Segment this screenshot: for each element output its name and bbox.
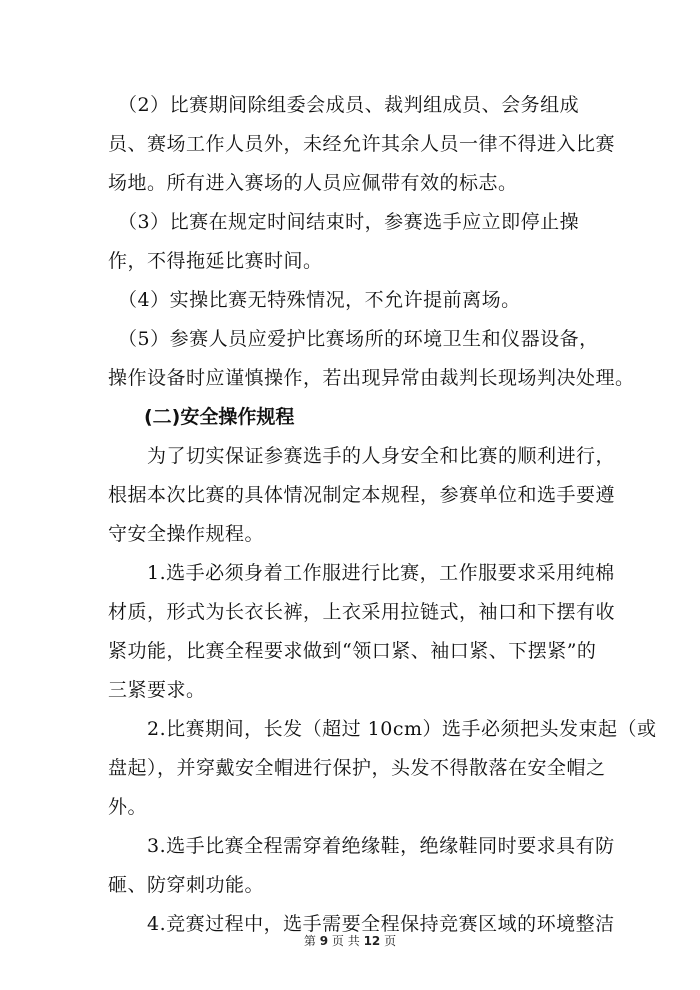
page-body xyxy=(108,86,657,944)
paragraph-rule-2 xyxy=(108,86,616,203)
text-line: 4.竞赛过程中，选手需要全程保持竞赛区域的环境整洁 xyxy=(108,913,615,935)
text-line: （3）比赛在规定时间结束时，参赛选手应立即停止操 xyxy=(108,211,580,233)
text-line: 2.比赛期间，长发（超过 10cm）选手必须把头发束起（或 xyxy=(108,718,657,740)
text-line: 作，不得拖延比赛时间。 xyxy=(108,250,323,272)
total-pages-number: 12 xyxy=(363,934,381,948)
text-line: 为了切实保证参赛选手的人身安全和比赛的顺利进行， xyxy=(108,445,616,467)
text-line: 砸、防穿刺功能。 xyxy=(108,874,265,896)
section-heading: (二)安全操作规程 xyxy=(144,406,295,428)
text-line: 操作设备时应谨慎操作，若出现异常由裁判长现场判决处理。 xyxy=(108,367,635,389)
paragraph-item-1 xyxy=(108,554,616,710)
text-line: （4）实操比赛无特殊情况，不允许提前离场。 xyxy=(108,289,521,311)
text-line: 材质，形式为长衣长裤，上衣采用拉链式，袖口和下摆有收 xyxy=(108,601,616,623)
text-line: （5）参赛人员应爱护比赛场所的环境卫生和仪器设备， xyxy=(108,328,599,350)
footer-prefix: 第 xyxy=(303,934,316,948)
text-line: 三紧要求。 xyxy=(108,679,206,701)
paragraph-rule-5 xyxy=(108,320,635,398)
paragraph-intro xyxy=(108,437,616,554)
text-line: 盘起），并穿戴安全帽进行保护，头发不得散落在安全帽之 xyxy=(108,757,606,779)
footer-middle: 页 共 xyxy=(331,934,360,948)
text-line: 员、赛场工作人员外，未经允许其余人员一律不得进入比赛 xyxy=(108,133,616,155)
text-line: 3.选手比赛全程需穿着绝缘鞋，绝缘鞋同时要求具有防 xyxy=(108,835,615,857)
paragraph-item-3 xyxy=(108,827,615,905)
text-line: 守安全操作规程。 xyxy=(108,523,265,545)
text-line: （2）比赛期间除组委会成员、裁判组成员、会务组成 xyxy=(108,94,580,116)
paragraph-rule-3 xyxy=(108,203,608,281)
text-line: 1.选手必须身着工作服进行比赛，工作服要求采用纯棉 xyxy=(108,562,615,584)
footer-suffix: 页 xyxy=(384,934,397,948)
text-line: 紧功能，比赛全程要求做到“领口紧、袖口紧、下摆紧”的 xyxy=(108,640,597,662)
text-line: 根据本次比赛的具体情况制定本规程，参赛单位和选手要遵 xyxy=(108,484,616,506)
page-footer xyxy=(0,932,700,949)
paragraph-item-2 xyxy=(108,710,657,827)
current-page-number: 9 xyxy=(319,934,329,948)
text-line: 外。 xyxy=(108,796,148,818)
text-line: 场地。所有进入赛场的人员应佩带有效的标志。 xyxy=(108,172,518,194)
paragraph-rule-4 xyxy=(108,281,608,320)
